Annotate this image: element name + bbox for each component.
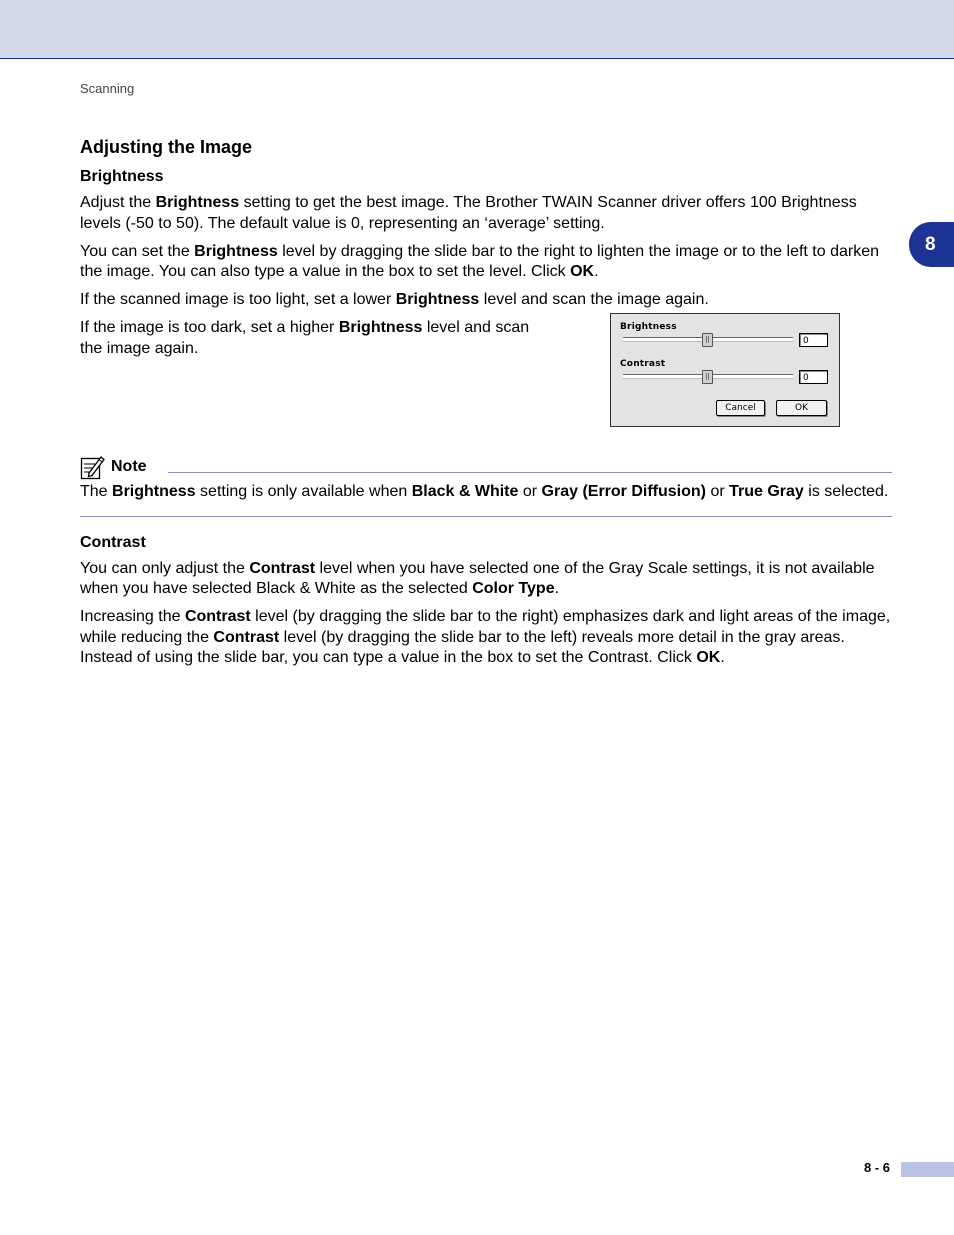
note-title: Note	[111, 458, 147, 475]
note-pencil-icon	[80, 454, 105, 480]
contrast-paragraph-1: You can only adjust the Contrast level when you have selected one of the Gray Scale settings, it is not available when you have selected Black & White as the selected Color Type.	[80, 559, 875, 597]
running-head: Scanning	[80, 81, 135, 96]
cancel-button[interactable]: Cancel	[716, 400, 765, 416]
contrast-paragraph-2: Increasing the Contrast level (by dragging the slide bar to the right) emphasizes dark and light areas of the image, while reducing the Contrast level (by dragging the slide bar to the left) reveals more detail in the gray areas. Instead of using the slide bar, you can type a value in the box to set the Contrast. Click OK.	[80, 608, 891, 666]
note-body: The Brightness setting is only available when Black & White or Gray (Error Diffusion) or True Gray is selected.	[80, 483, 889, 500]
chapter-tab[interactable]	[909, 222, 954, 267]
footer-bar	[901, 1162, 954, 1177]
brightness-value-field[interactable]: 0	[799, 333, 828, 347]
figure-row	[80, 318, 892, 446]
brightness-contrast-dialog	[610, 313, 840, 427]
contrast-value-field[interactable]: 0	[799, 370, 828, 384]
header-band	[0, 0, 954, 59]
brightness-paragraph-2: You can set the Brightness level by dragging the slide bar to the right to lighten the image or to the left to darken the image. You can also type a value in the box to set the level. Click OK.	[80, 242, 880, 280]
contrast-slider-thumb[interactable]	[702, 370, 713, 384]
section-title: Adjusting the Image	[80, 137, 253, 157]
brightness-slider-thumb[interactable]	[702, 333, 713, 347]
note-header	[80, 454, 892, 482]
brightness-paragraph-4: If the image is too dark, set a higher Brightness level and scan the image again.	[80, 319, 530, 357]
brightness-label: Brightness	[620, 322, 677, 332]
brightness-paragraph-3: If the scanned image is too light, set a lower Brightness level and scan the image again.	[80, 291, 709, 308]
contrast-label: Contrast	[620, 359, 666, 369]
note-bottom-rule	[80, 516, 892, 517]
brightness-heading: Brightness	[80, 168, 164, 185]
chapter-number: 8	[925, 233, 936, 255]
ok-button[interactable]: OK	[776, 400, 827, 416]
note-top-rule	[168, 472, 892, 473]
page-number: 8 - 6	[864, 1160, 891, 1175]
page-content	[80, 135, 892, 676]
brightness-paragraph-1: Adjust the Brightness setting to get the best image. The Brother TWAIN Scanner driver offers 100 Brightness levels (-50 to 50). The default value is 0, representing an ‘average’ setting.	[80, 194, 857, 232]
contrast-heading: Contrast	[80, 533, 146, 551]
